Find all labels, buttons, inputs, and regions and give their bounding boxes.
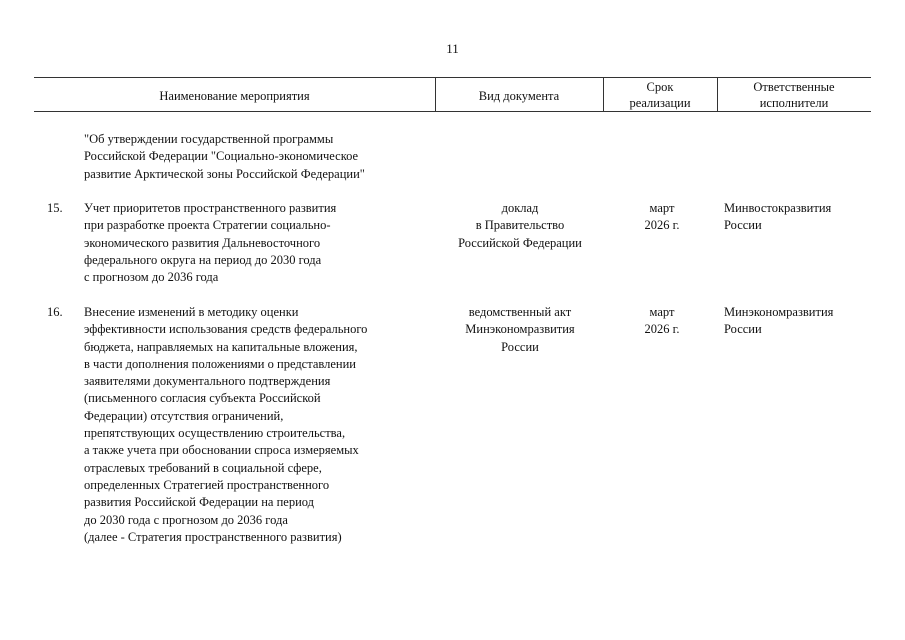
- text-line: Минвостокразвития: [724, 201, 832, 215]
- text-line: а также учета при обосновании спроса измеряемых: [84, 443, 359, 458]
- text-line: препятствующих осуществлению строительства,: [84, 426, 346, 441]
- text-line: бюджета, направляемых на капитальные вложения,: [84, 339, 358, 354]
- row-name: [84, 304, 367, 546]
- header-term: [603, 79, 717, 111]
- row-name: [84, 200, 336, 286]
- text-line: России: [724, 322, 762, 337]
- text-line: 2026 г.: [644, 322, 680, 337]
- text-line: в части дополнения положениями о представлении: [84, 356, 356, 371]
- header-responsible: [717, 79, 871, 111]
- text-line: (далее - Стратегия пространственного развития): [84, 529, 342, 544]
- text-line: экономического развития Дальневосточного: [84, 235, 321, 250]
- text-line: Российской Федерации: [458, 235, 582, 250]
- text-line: "Об утверждении государственной программы: [84, 132, 334, 146]
- page-number: 11: [446, 41, 459, 56]
- row-number: 16.: [47, 305, 63, 319]
- text-line: России: [724, 218, 762, 233]
- header-name: Наименование мероприятия: [159, 89, 310, 103]
- text-line: 2026 г.: [644, 218, 680, 233]
- row-term: [610, 304, 714, 339]
- text-line: до 2030 года с прогнозом до 2036 года: [84, 512, 288, 527]
- row-responsible: [724, 200, 831, 235]
- text-line: март: [649, 305, 675, 319]
- row-doc-type: [435, 200, 605, 252]
- text-line: Минэкономразвития: [724, 305, 834, 319]
- header-term-line: Срок: [646, 80, 674, 94]
- text-line: федерального округа на период до 2030 года: [84, 252, 322, 267]
- row-term: [610, 200, 714, 235]
- text-line: март: [649, 201, 675, 215]
- text-line: с прогнозом до 2036 года: [84, 270, 219, 285]
- text-line: развитие Арктической зоны Российской Федерации": [84, 166, 365, 181]
- text-line: Внесение изменений в методику оценки: [84, 305, 299, 319]
- header-responsible-line: Ответственные: [753, 80, 835, 94]
- continuation-text: [84, 131, 365, 183]
- text-line: Российской Федерации "Социально-экономическое: [84, 149, 359, 164]
- header-responsible-line: исполнители: [759, 96, 829, 110]
- text-line: России: [501, 339, 539, 354]
- text-line: Минэкономразвития: [465, 322, 575, 337]
- text-line: при разработке проекта Стратегии социально-: [84, 218, 331, 233]
- header-doc-type: Вид документа: [478, 89, 560, 103]
- text-line: (письменного согласия субъекта Российской: [84, 391, 321, 406]
- text-line: Учет приоритетов пространственного развития: [84, 201, 337, 215]
- text-line: заявителями документального подтверждения: [84, 374, 331, 389]
- text-line: Федерации) отсутствия ограничений,: [84, 408, 284, 423]
- text-line: ведомственный акт: [468, 305, 572, 319]
- row-number: 15.: [47, 201, 63, 215]
- text-line: развития Российской Федерации на период: [84, 495, 315, 510]
- text-line: эффективности использования средств федерального: [84, 322, 368, 337]
- text-line: отраслевых требований в социальной сфере,: [84, 460, 322, 475]
- row-responsible: [724, 304, 833, 339]
- table-header-bottom-rule: [34, 111, 871, 112]
- header-term-line: реализации: [629, 96, 691, 110]
- text-line: доклад: [501, 201, 539, 215]
- table-header-top-rule: [34, 77, 871, 78]
- text-line: определенных Стратегией пространственного: [84, 477, 330, 492]
- row-doc-type: [435, 304, 605, 356]
- text-line: в Правительство: [475, 218, 565, 233]
